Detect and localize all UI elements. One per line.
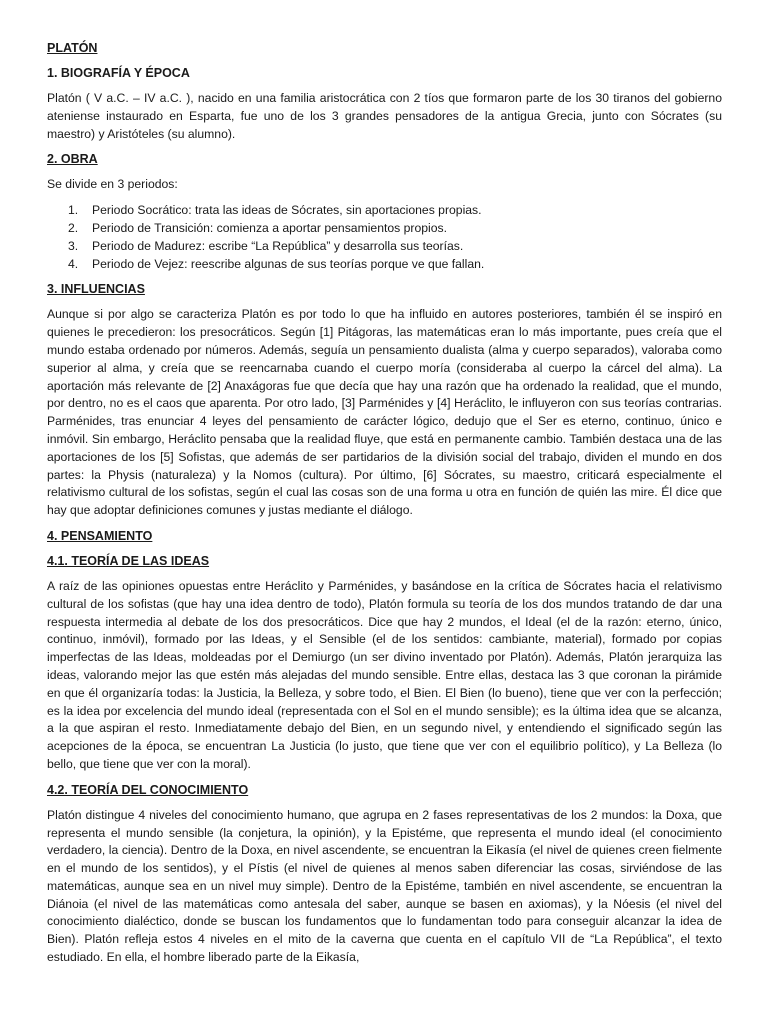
paragraph-ideas: A raíz de las opiniones opuestas entre Heráclito y Parménides, y basándose en la crítica de Sócrates hacia el relativismo cultural de los sofistas (que hay una idea dentro de todo), Platón formula su teoría de los dos mundos tratando de dar una respuesta intermedia al debate de los dos presocráticos. Dice que hay 2 mundos, el Ideal (el de la razón: eterno, único, continuo, inmóvil), formado por las Ideas, y el Sensible (el de los sentidos: cambiante, material), formado por copias imperfectas de las Ideas, moldeadas por el Demiurgo (un ser divino inventado por Platón). Además, Platón jerarquiza las ideas, valorando mejor las que estén más alejadas del mundo sensible. Entre ellas, destaca las 3 que coronan la pirámide en que él organizaría todas: la Justicia, la Belleza, y sobre todo, el Bien. El Bien (lo bueno), tiene que ver con la perfección; es la idea por excelencia del mundo ideal (representada con el Sol en el mundo sensible); es la última idea que se alcanza, a la que aspiran el resto. Inmediatamente debajo del Bien, en un segundo nivel, y entendiendo el significado según las acepciones de la época, se encuentran La Justicia (lo justo, que tiene que ver con el equilibrio político), y La Belleza (lo bello, que tiene que ver con la moral). — [47, 578, 722, 771]
section-heading-pensamiento: 4. PENSAMIENTO — [47, 528, 153, 543]
section-heading-biografia: 1. BIOGRAFÍA Y ÉPOCA — [47, 66, 190, 80]
list-item: 3. Periodo de Madurez: escribe “La República” y desarrolla sus teorías. — [68, 238, 464, 253]
paragraph-biografia: Platón ( V a.C. – IV a.C. ), nacido en una familia aristocrática con 2 tíos que formaron parte de los 30 tiranos del gobierno ateniense instaurado en Esparta, fue uno de los 3 grandes pensadores de la antigua Grecia, junto con Sócrates (su maestro) y Aristóteles (su alumno). — [47, 91, 722, 141]
section-heading-influencias: 3. INFLUENCIAS — [47, 282, 145, 297]
periods-list — [47, 202, 722, 273]
list-item: 1. Periodo Socrático: trata las ideas de Sócrates, sin aportaciones propias. — [68, 203, 482, 218]
paragraph-conocimiento: Platón distingue 4 niveles del conocimiento humano, que agrupa en 2 fases representativas de los 2 mundos: la Doxa, que representa el mundo sensible (la conjetura, la opinión), y la Epistéme, que representa el mundo ideal (el conocimiento verdadero, la ciencia). Dentro de la Doxa, en nivel ascendente, se encuentran la Eikasía (el nivel de quienes creen fielmente en el mundo de los sentidos), y el Pístis (el nivel de quienes al menos saben diferenciar las cosas, sirviéndose de las matemáticas, aunque sea en un nivel muy simple). Dentro de la Epistéme, también en nivel ascendente, se encuentran la Diánoia (el nivel de las matemáticas como antesala del saber, aunque se basen en axiomas), y la Nóesis (el nivel del conocimiento dialéctico, donde se buscan los fundamentos que lo fundamentan todo para conseguir alcanzar la idea de Bien). Platón refleja estos 4 niveles en el mito de la caverna que cuenta en el capítulo VII de “La República”, el texto estudiado. En ella, el hombre liberado parte de la Eikasía, — [47, 807, 722, 965]
subsection-heading-ideas: 4.1. TEORÍA DE LAS IDEAS — [47, 553, 210, 568]
list-item: 4. Periodo de Vejez: reescribe algunas de sus teorías porque ve que fallan. — [68, 256, 485, 271]
subsection-heading-conocimiento: 4.2. TEORÍA DEL CONOCIMIENTO — [47, 782, 249, 797]
document-title: PLATÓN — [47, 41, 98, 55]
section-heading-obra: 2. OBRA — [47, 152, 98, 167]
list-item: 2. Periodo de Transición: comienza a aportar pensamientos propios. — [68, 220, 447, 235]
paragraph-obra-intro: Se divide en 3 periodos: — [47, 177, 178, 192]
paragraph-influencias: Aunque si por algo se caracteriza Platón es por todo lo que ha influido en autores posteriores, también él se inspiró en quienes le precedieron: los presocráticos. Según [1] Pitágoras, las matemáticas eran lo más importante, pues creía que el mundo estaba ordenado por números. Además, seguía un pensamiento dualista (alma y cuerpo separados), valoraba como superior al alma, y creía que se reencarnaba cuando el cuerpo moría (consideraba al cuerpo la cárcel del alma). La aportación más relevante de [2] Anaxágoras fue que decía que hay una razón que ha ordenado la realidad, que el mundo, por dentro, no es el caos que aparenta. Por otro lado, [3] Parménides y [4] Heráclito, le influyeron con sus teorías contrarias. Parménides, tras enunciar 4 leyes del pensamiento de carácter lógico, dedujo que el Ser es eterno, continuo, único e inmóvil. Sin embargo, Heráclito pensaba que la realidad fluye, que está en permanente cambio. También destaca una de las aportaciones de los [5] Sofistas, que además de ser partidarios de la división social del trabajo, dividen el mundo en dos partes: la Physis (naturaleza) y la Nomos (cultura). Por último, [6] Sócrates, su maestro, criticará especialmente el relativismo cultural de los sofistas, según el cual las cosas son de una forma u otra en función de quién las mire. Él dice que hay que adoptar definiciones comunes y justas mediante el diálogo. — [47, 307, 722, 518]
